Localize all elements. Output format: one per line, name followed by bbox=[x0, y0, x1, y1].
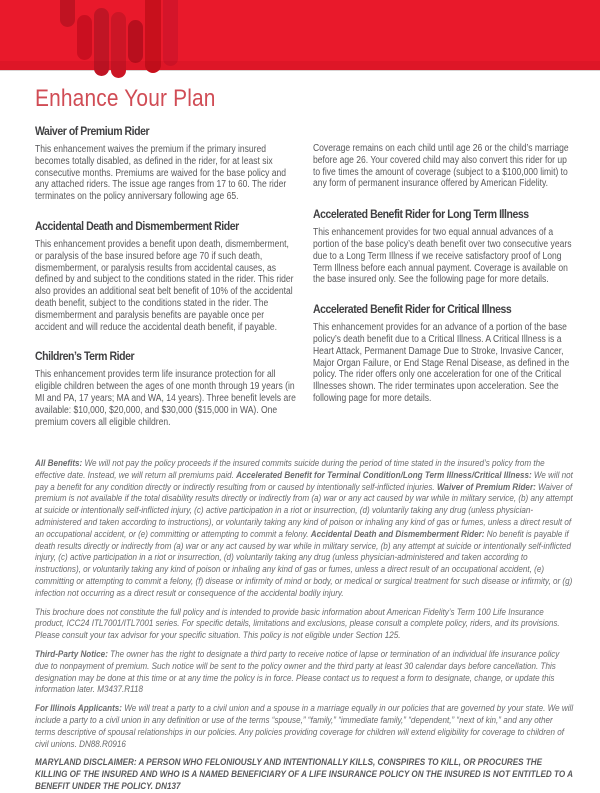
section-body: This enhancement provides for an advance of a portion of the base policy’s death benefit due to a Critical Illness. A Critical Illness is a Heart Attack, Permanent Damage Due to Stroke, Invasive Cancer, Major Organ Failure, or End Stage Renal Disease, as defined in the policy. The rider offers only one acceleration for one of the Critical Illnesses shown. The rider terminates upon acceleration. See the following page for more details. bbox=[313, 322, 570, 404]
section-heading: Accelerated Benefit Rider for Long Term Illness bbox=[313, 207, 529, 222]
section-body: This enhancement waives the premium if the primary insured becomes totally disabled, as defined in the rider, for at least six consecutive months. Premiums are waived for the base policy and any attached riders. The issue age ranges from 17 to 60. The rider terminates on the policy anniversary following age 65. bbox=[35, 144, 287, 203]
logo-bar bbox=[60, 0, 75, 27]
section-heading: Children’s Term Rider bbox=[35, 349, 135, 364]
right-column bbox=[313, 124, 575, 421]
section-accelerated-benefit-critical-illness bbox=[313, 302, 575, 405]
section-heading: Accidental Death and Dismemberment Rider bbox=[35, 218, 239, 233]
section-waiver-of-premium-rider bbox=[35, 124, 297, 203]
footnote-third-party-notice: Third-Party Notice: The owner has the right to designate a third party to receive notice of lapse or termination of an individual life insurance policy due to nonpayment of premium. Such notice will be sent to the policy owner and the third party at least 30 calendar days before cancellation. This designation may be done at this time or at any time the policy is in force. Please contact us to request a form to designate, change, or update this information later. M3437.R118 bbox=[35, 648, 560, 695]
section-body: This enhancement provides for two equal annual advances of a portion of the base policy’s death benefit over two consecutive years due to a Long Term Illness if we receive satisfactory proof of Long Term Illness before each annual payment. Coverage is available on the base insured only. See the following page for more details. bbox=[313, 227, 572, 286]
logo-bar bbox=[128, 20, 143, 63]
childrens-term-rider-continuation: Coverage remains on each child until age 26 or the child’s marriage before age 26. Your covered child may also convert this rider for up to five times the amount of coverage (subject to a $100,000 limit) to any form of permanent insurance offered by American Fidelity. bbox=[313, 143, 569, 190]
footnote-illinois-applicants: For Illinois Applicants: We will treat a party to a civil union and a spouse in a marriage equally in our policies that are governed by your state. We will include a party to a civil union in any definition or use of the terms “spouse,” “family,” “immediate family,” “dependent,” “next of kin,” and any other terms descriptive of spousal relationships in our policies. Any policies providing coverage for children will extend eligibility for coverage to children of civil unions. DN88.R0916 bbox=[35, 703, 574, 749]
section-childrens-term-rider bbox=[35, 349, 297, 428]
footnote-maryland-disclaimer: MARYLAND DISCLAIMER: A PERSON WHO FELONIOUSLY AND INTENTIONALLY KILLS, CONSPIRES TO KILL, OR PROCURES THE KILLING OF THE INSURED AND WHO IS A NAMED BENEFICIARY OF A LIFE INSURANCE POLICY ON THE INSURED IS NOT ENTITLED TO A BENEFIT UNDER THE POLICY. DN137 bbox=[35, 757, 573, 791]
fine-print bbox=[35, 458, 575, 793]
section-body: This enhancement provides a benefit upon death, dismemberment, or paralysis of the base insured before age 70 if such death, dismemberment, or paralysis results from accidental causes, as defined by and subject to the conditions stated in the rider. This rider also provides an additional seat belt benefit of 10% of the accidental death benefit, subject to the conditions stated in the rider. The dismemberment and paralysis benefits are payable once per accident and will reduce the accidental death benefit, if payable. bbox=[35, 238, 294, 333]
section-heading: Waiver of Premium Rider bbox=[35, 124, 150, 138]
left-column bbox=[35, 124, 297, 444]
section-accelerated-benefit-long-term-illness bbox=[313, 207, 575, 286]
banner-bottom-shade bbox=[0, 61, 600, 70]
section-heading: Accelerated Benefit Rider for Critical Illness bbox=[313, 302, 512, 317]
section-body: This enhancement provides term life insurance protection for all eligible children between the ages of one month through 19 years (in MI and PA, 17 years; MA and WA, 14 years). Three benefit levels are available: $10,000, $20,000, and $30,000 ($15,000 in WA). One premium covers all eligible children. bbox=[35, 369, 296, 428]
rider-sections bbox=[0, 124, 600, 450]
header-banner bbox=[0, 0, 600, 71]
logo-bar bbox=[77, 15, 92, 60]
page-title: Enhance Your Plan bbox=[35, 85, 216, 112]
logo-bar bbox=[163, 0, 178, 66]
footnote-brochure-disclaimer: This brochure does not constitute the full policy and is intended to provide basic information about American Fidelity’s Term 100 Life Insurance product, ICC24 ITL7001/ITL7001 series. For specific details, limitations and exclusions, please consult a complete policy, riders, and its provisions. Please consult your tax advisor for your specific situation. This policy is not eligible under Section 125. bbox=[35, 606, 560, 641]
section-accidental-death-dismemberment-rider bbox=[35, 219, 297, 333]
footnote-all-benefits: All Benefits: We will not pay the policy proceeds if the insured commits suicide during the period of time stated in the insured’s policy from the effective date. Instead, we will return all premiums paid. Accelerated Benefit for Terminal Condition/Long Term Illness/Critical Illness: We will not pay a benefit for any condition directly or indirectly resulting from or caused by intentionally self-inflicted injuries. Waiver of Premium Rider: Waiver of premium is not available if the total disability results directly or indirectly from (a) war or any act caused by war while in military service, (b) any attempt at suicide or intentionally self-inflicted injury, (c) active participation in a riot or insurrection, (d) voluntarily taking any drug (unless physician-administered and taken according to instructions), or voluntarily taking any kind of poison or inhaling any kind of gas or fumes, unless a direct result of an occupational accident, or (e) committing or attempting to commit a felony. Accidental Death and Dismemberment Rider: No benefit is payable if death results directly or indirectly from (a) war or any act caused by war while in military service, (b) any attempt at suicide or intentionally self-inflicted injury, (c) active participation in a riot or insurrection, (d) voluntarily taking any drug (unless physician-administered and taken according to instructions), or voluntarily taking any kind of poison or inhaling any kind of gas or fumes, unless a direct result of an occupational accident, (e) committing or attempting to commit a felony, (f) disease or infirmity of mind or body, or medical or surgical treatment for such disease or infirmity, or (g) infection not occurring as a direct result or consequence of the accidental bodily injury. bbox=[35, 458, 573, 598]
